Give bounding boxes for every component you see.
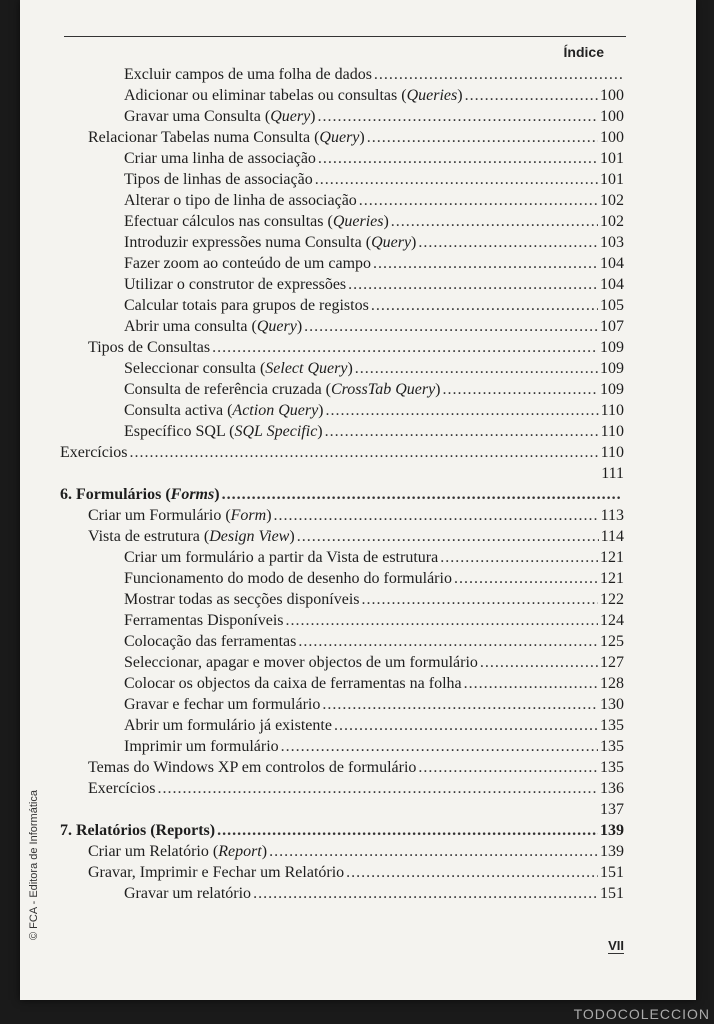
toc-leader-dots <box>274 505 599 526</box>
toc-entry-title: 6. Formulários (Forms) <box>60 486 220 503</box>
toc-page-number: 102 <box>600 192 624 209</box>
toc-leader-dots <box>281 736 598 757</box>
toc-entry-row <box>60 505 624 526</box>
toc-page-number: 105 <box>600 297 624 314</box>
toc-entry-title: Criar um Formulário (Form) <box>88 507 272 524</box>
toc-page-number: 139 <box>600 822 624 839</box>
toc-leader-dots <box>297 526 599 547</box>
page-number: VII <box>608 938 624 953</box>
toc-chapter-row <box>60 484 624 505</box>
toc-page-number: 121 <box>600 570 624 587</box>
toc-entry-row <box>60 232 624 253</box>
toc-leader-dots <box>322 694 598 715</box>
toc-leader-dots <box>325 421 599 442</box>
toc-entry-row <box>60 757 624 778</box>
toc-page-number: 103 <box>600 234 624 251</box>
toc-entry-row <box>60 379 624 400</box>
toc-leader-dots <box>454 568 598 589</box>
toc-entry-row <box>60 463 624 484</box>
toc-entry-row <box>60 148 624 169</box>
toc-entry-title: Consulta de referência cruzada (CrossTab Query) <box>124 381 441 398</box>
toc-leader-dots <box>217 820 598 841</box>
toc-page-number: 100 <box>600 108 624 125</box>
toc-entry-title: 7. Relatórios (Reports) <box>60 822 216 839</box>
toc-entry-title: Imprimir um formulário <box>124 738 279 755</box>
toc-leader-dots <box>348 274 598 295</box>
toc-page-number: 137 <box>600 801 624 818</box>
toc-entry-title: Ferramentas Disponíveis <box>124 612 284 629</box>
toc-page-number: 127 <box>600 654 624 671</box>
toc-entry-row <box>60 841 624 862</box>
toc-entry-title: Gravar, Imprimir e Fechar um Relatório <box>88 864 345 881</box>
toc-leader-dots <box>418 232 598 253</box>
toc-page-number: 113 <box>600 507 624 524</box>
toc-leader-dots <box>298 631 598 652</box>
toc-entry-title: Calcular totais para grupos de registos <box>124 297 369 314</box>
toc-entry-row <box>60 337 624 358</box>
toc-leader-dots <box>334 715 598 736</box>
toc-page-number: 151 <box>600 885 624 902</box>
toc-page-number: 135 <box>600 759 624 776</box>
toc-entry-row <box>60 736 624 757</box>
toc-page-number: 114 <box>600 528 624 545</box>
toc-chapter-row <box>60 820 624 841</box>
page-header-title: Índice <box>563 44 604 60</box>
toc-entry-row <box>60 106 624 127</box>
toc-leader-dots <box>286 610 598 631</box>
toc-entry-title: Criar um Relatório (Report) <box>88 843 268 860</box>
toc-page-number: 109 <box>600 360 624 377</box>
toc-entry-title: Exercícios <box>60 444 128 461</box>
toc-page-number: 135 <box>600 717 624 734</box>
toc-entry-row <box>60 589 624 610</box>
toc-page-number: 107 <box>600 318 624 335</box>
toc-entry-title: Fazer zoom ao conteúdo de um campo <box>124 255 372 272</box>
toc-entry-row <box>60 547 624 568</box>
toc-entry-row <box>60 274 624 295</box>
toc-entry-title: Específico SQL (SQL Specific) <box>124 423 323 440</box>
toc-entry-title: Colocação das ferramentas <box>124 633 297 650</box>
toc-page-number: 101 <box>600 150 624 167</box>
toc-entry-row <box>60 883 624 904</box>
toc-entry-row <box>60 295 624 316</box>
toc-leader-dots <box>269 841 598 862</box>
toc-entry-title: Criar uma linha de associação <box>124 150 316 167</box>
watermark: TODOCOLECCION <box>573 1006 710 1022</box>
toc-page-number: 151 <box>600 864 624 881</box>
toc-entry-title: Excluir campos de uma folha de dados <box>124 66 372 83</box>
toc-leader-dots <box>374 64 622 85</box>
toc-entry-title: Gravar e fechar um formulário <box>124 696 321 713</box>
toc-page-number: 100 <box>600 129 624 146</box>
toc-page-number: 125 <box>600 633 624 650</box>
toc-leader-dots <box>158 778 598 799</box>
toc-entry-row <box>60 85 624 106</box>
toc-leader-dots <box>367 127 598 148</box>
toc-page-number: 124 <box>600 612 624 629</box>
toc-entry-title: Tipos de linhas de associação <box>124 171 313 188</box>
toc-entry-row <box>60 652 624 673</box>
toc-leader-dots <box>359 190 598 211</box>
toc-leader-dots <box>318 106 599 127</box>
toc-leader-dots <box>318 148 598 169</box>
toc-entry-row <box>60 358 624 379</box>
toc-page-number: 139 <box>600 843 624 860</box>
toc-entry-title: Exercícios <box>88 780 156 797</box>
toc-page-number: 102 <box>600 213 624 230</box>
toc-page-number: 111 <box>601 465 624 482</box>
toc-leader-dots <box>212 337 598 358</box>
toc-entry-title: Consulta activa (Action Query) <box>124 402 324 419</box>
toc-entry-title: Gravar uma Consulta (Query) <box>124 108 316 125</box>
toc-entry-row <box>60 211 624 232</box>
toc-entry-title: Vista de estrutura (Design View) <box>88 528 295 545</box>
toc-entry-title: Utilizar o construtor de expressões <box>124 276 347 293</box>
toc-entry-row <box>60 631 624 652</box>
toc-leader-dots <box>253 883 598 904</box>
toc-entry-title: Seleccionar consulta (Select Query) <box>124 360 353 377</box>
toc-page-number: 122 <box>600 591 624 608</box>
toc-leader-dots <box>418 757 598 778</box>
publisher-credit: © FCA - Editora de Informática <box>28 790 40 940</box>
toc-entry-title: Gravar um relatório <box>124 885 252 902</box>
toc-leader-dots <box>480 652 598 673</box>
toc-entry-row <box>60 799 624 820</box>
toc-leader-dots <box>440 547 598 568</box>
toc-page-number: 104 <box>600 276 624 293</box>
toc-entry-row <box>60 778 624 799</box>
toc-entry-title: Funcionamento do modo de desenho do formulário <box>124 570 452 587</box>
toc-entry-row <box>60 862 624 883</box>
toc-page-number: 128 <box>600 675 624 692</box>
toc-entry-title: Seleccionar, apagar e mover objectos de um formulário <box>124 654 478 671</box>
toc-entry-title: Alterar o tipo de linha de associação <box>124 192 357 209</box>
toc-page-number: 101 <box>600 171 624 188</box>
toc-entry-row <box>60 253 624 274</box>
toc-leader-dots <box>222 484 622 505</box>
toc-page-number: 110 <box>600 423 624 440</box>
toc-page-number: 100 <box>600 87 624 104</box>
toc-leader-dots <box>443 379 599 400</box>
toc-leader-dots <box>373 253 598 274</box>
toc-leader-dots <box>355 358 598 379</box>
toc-entry-row <box>60 316 624 337</box>
toc-leader-dots <box>326 400 599 421</box>
toc-entry-row <box>60 715 624 736</box>
toc-leader-dots <box>130 442 599 463</box>
table-of-contents <box>60 64 624 904</box>
toc-entry-title: Adicionar ou eliminar tabelas ou consultas (Queries) <box>124 87 463 104</box>
toc-entry-row <box>60 127 624 148</box>
toc-entry-title: Relacionar Tabelas numa Consulta (Query) <box>88 129 365 146</box>
toc-leader-dots <box>391 211 598 232</box>
toc-leader-dots <box>304 316 598 337</box>
book-page <box>20 0 696 1000</box>
toc-page-number: 109 <box>600 339 624 356</box>
toc-page-number: 136 <box>600 780 624 797</box>
toc-entry-title: Temas do Windows XP em controlos de formulário <box>88 759 417 776</box>
toc-leader-dots <box>346 862 598 883</box>
toc-page-number: 104 <box>600 255 624 272</box>
toc-leader-dots <box>315 169 598 190</box>
toc-page-number: 135 <box>600 738 624 755</box>
toc-entry-row <box>60 526 624 547</box>
toc-entry-title: Criar um formulário a partir da Vista de estrutura <box>124 549 439 566</box>
header-rule <box>64 36 626 37</box>
toc-leader-dots <box>465 85 598 106</box>
toc-page-number: 109 <box>600 381 624 398</box>
toc-leader-dots <box>464 673 598 694</box>
toc-entry-row <box>60 694 624 715</box>
toc-entry-title: Introduzir expressões numa Consulta (Query) <box>124 234 417 251</box>
toc-entry-title: Mostrar todas as secções disponíveis <box>124 591 360 608</box>
toc-page-number: 110 <box>600 444 624 461</box>
toc-entry-row <box>60 169 624 190</box>
toc-entry-row <box>60 421 624 442</box>
toc-entry-title: Tipos de Consultas <box>88 339 211 356</box>
toc-entry-title: Abrir um formulário já existente <box>124 717 332 734</box>
toc-entry-row <box>60 400 624 421</box>
toc-entry-title: Abrir uma consulta (Query) <box>124 318 303 335</box>
toc-entry-title: Efectuar cálculos nas consultas (Queries) <box>124 213 389 230</box>
toc-entry-row <box>60 610 624 631</box>
toc-entry-row <box>60 190 624 211</box>
toc-entry-row <box>60 64 624 85</box>
toc-entry-row <box>60 442 624 463</box>
toc-entry-title: Colocar os objectos da caixa de ferramentas na folha <box>124 675 462 692</box>
toc-leader-dots <box>371 295 598 316</box>
toc-page-number: 121 <box>600 549 624 566</box>
toc-page-number: 130 <box>600 696 624 713</box>
toc-leader-dots <box>362 589 598 610</box>
toc-page-number: 110 <box>600 402 624 419</box>
toc-entry-row <box>60 568 624 589</box>
toc-entry-row <box>60 673 624 694</box>
